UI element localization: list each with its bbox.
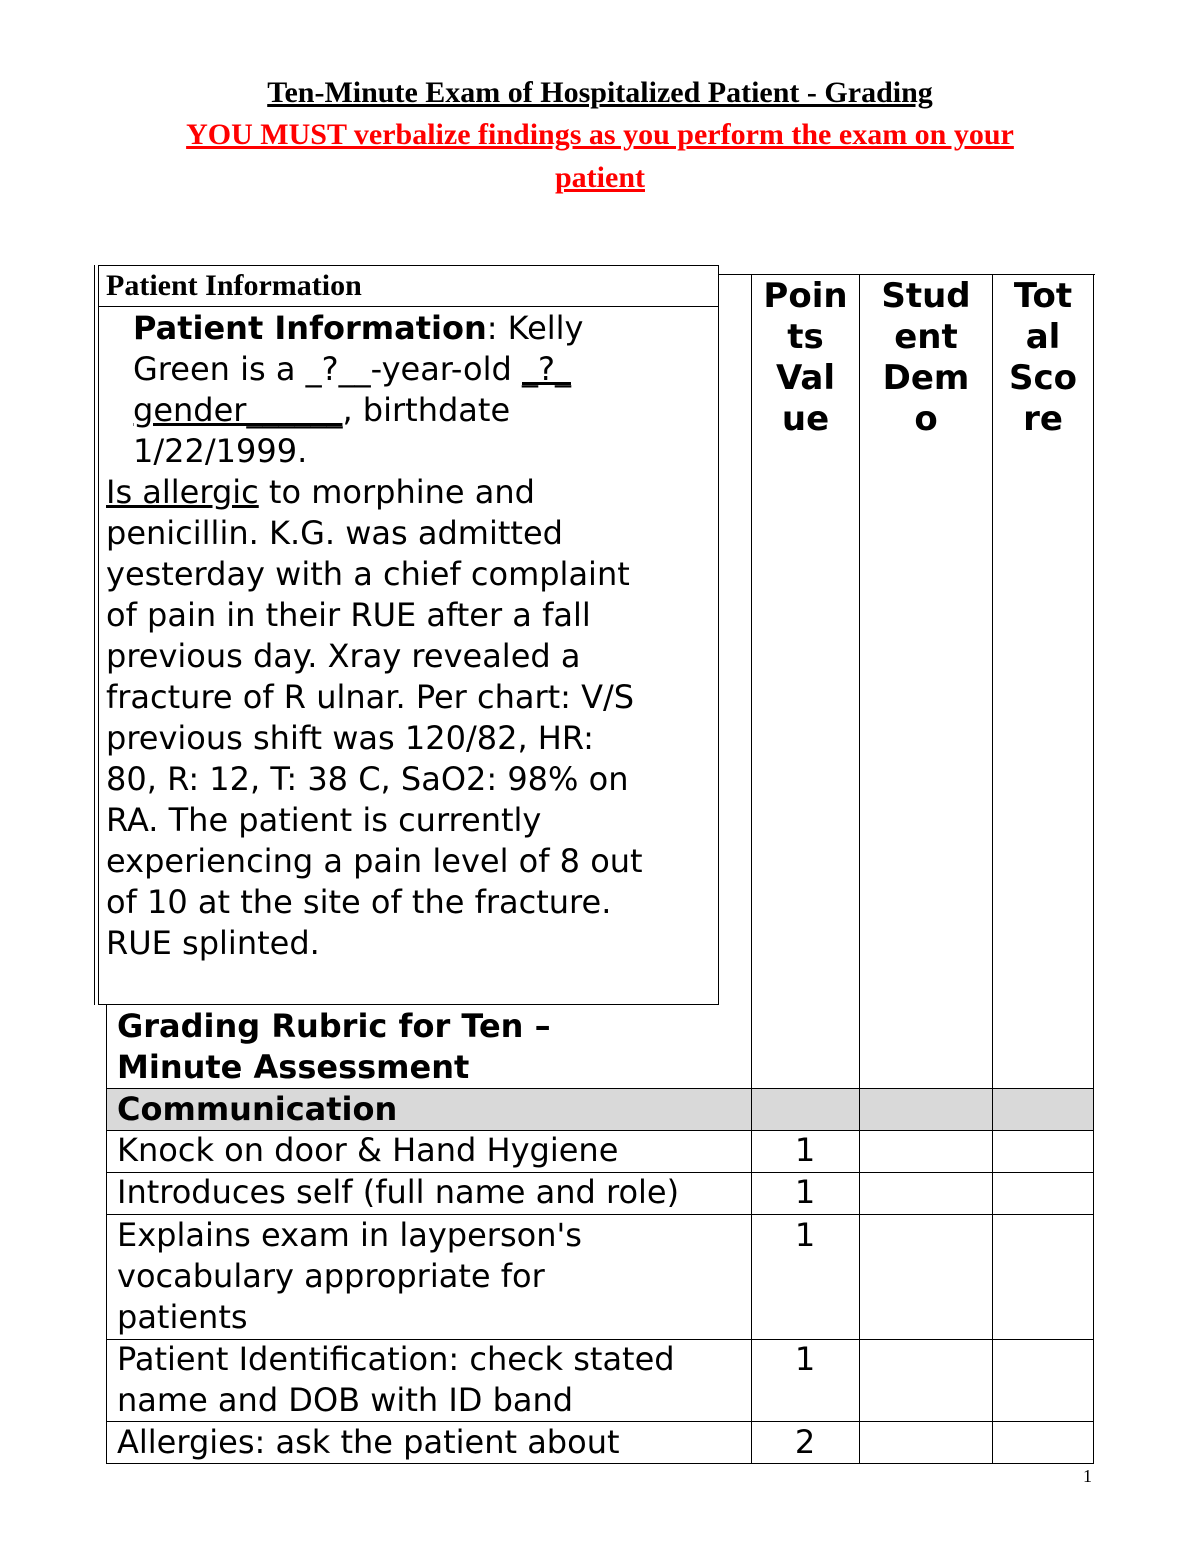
rubric-item: Knock on door & Hand Hygiene (117, 1131, 619, 1169)
points-value: 1 (794, 1173, 816, 1211)
document-title: Ten-Minute Exam of Hospitalized Patient - Grading (267, 76, 933, 109)
patient-info-line: previous day. Xray revealed a (106, 637, 581, 675)
patient-info-line: 80, R: 12, T: 38 C, SaO2: 98% on (106, 760, 629, 798)
patient-info-heading: Patient Information (106, 269, 362, 302)
student-demo-header: Stud ent Dem o (881, 276, 971, 439)
table-left-border (106, 1005, 107, 1464)
instruction-line-1: YOU MUST verbalize findings as you perform the exam on your (186, 118, 1014, 151)
patient-info-line: experiencing a pain level of 8 out (106, 842, 643, 880)
patient-info-line: penicillin. K.G. was admitted (106, 514, 563, 552)
column-divider-2 (859, 274, 860, 1464)
row-line (992, 1089, 993, 1130)
table-right-border (1093, 274, 1094, 1464)
patient-info-heading-divider (98, 306, 719, 307)
row-line (859, 1089, 860, 1130)
rubric-item: Introduces self (full name and role) (117, 1173, 680, 1211)
section-communication: Communication (117, 1090, 398, 1128)
rubric-title: Grading Rubric for Ten – Minute Assessment (117, 1007, 551, 1086)
rubric-item: Allergies: ask the patient about (117, 1423, 620, 1461)
column-divider-3 (992, 274, 993, 1464)
rubric-item: Patient Identification: check stated name and DOB with ID band (117, 1340, 675, 1419)
total-score-header: Tot al Sco re (1009, 276, 1077, 439)
points-value-header: Poin ts Val ue (763, 276, 848, 439)
patient-info-line: of 10 at the site of the fracture. (106, 883, 612, 921)
patient-info-line: Green is a _?__-year-old _?_ (133, 350, 571, 388)
patient-info-line: fracture of R ulnar. Per chart: V/S (106, 678, 635, 716)
patient-info-line: RA. The patient is currently (106, 801, 542, 839)
document-title-block (0, 74, 1200, 198)
patient-info-line: Patient Information: Kelly (133, 309, 584, 347)
points-value: 2 (794, 1423, 816, 1461)
patient-info-line: 1/22/1999. (133, 432, 308, 470)
patient-info-line: yesterday with a chief complaint (106, 555, 630, 593)
patient-info-line: gender______, birthdate (133, 391, 511, 429)
points-value: 1 (794, 1216, 816, 1254)
patient-info-line: of pain in their RUE after a fall (106, 596, 591, 634)
row-line (751, 1089, 752, 1130)
instruction-line-2: patient (555, 161, 645, 194)
page-number: 1 (1083, 1466, 1092, 1486)
column-divider-1 (751, 274, 752, 1464)
box-offset-line (94, 265, 95, 1005)
points-value: 1 (794, 1340, 816, 1378)
table-top-border (719, 274, 1095, 275)
points-value: 1 (794, 1131, 816, 1169)
patient-info-line: RUE splinted. (106, 924, 320, 962)
rubric-item: Explains exam in layperson's vocabulary appropriate for patients (117, 1216, 582, 1336)
patient-info-line: Is allergic to morphine and (106, 473, 535, 511)
patient-info-line: previous shift was 120/82, HR: (106, 719, 594, 757)
table-bottom-border (106, 1463, 1094, 1464)
